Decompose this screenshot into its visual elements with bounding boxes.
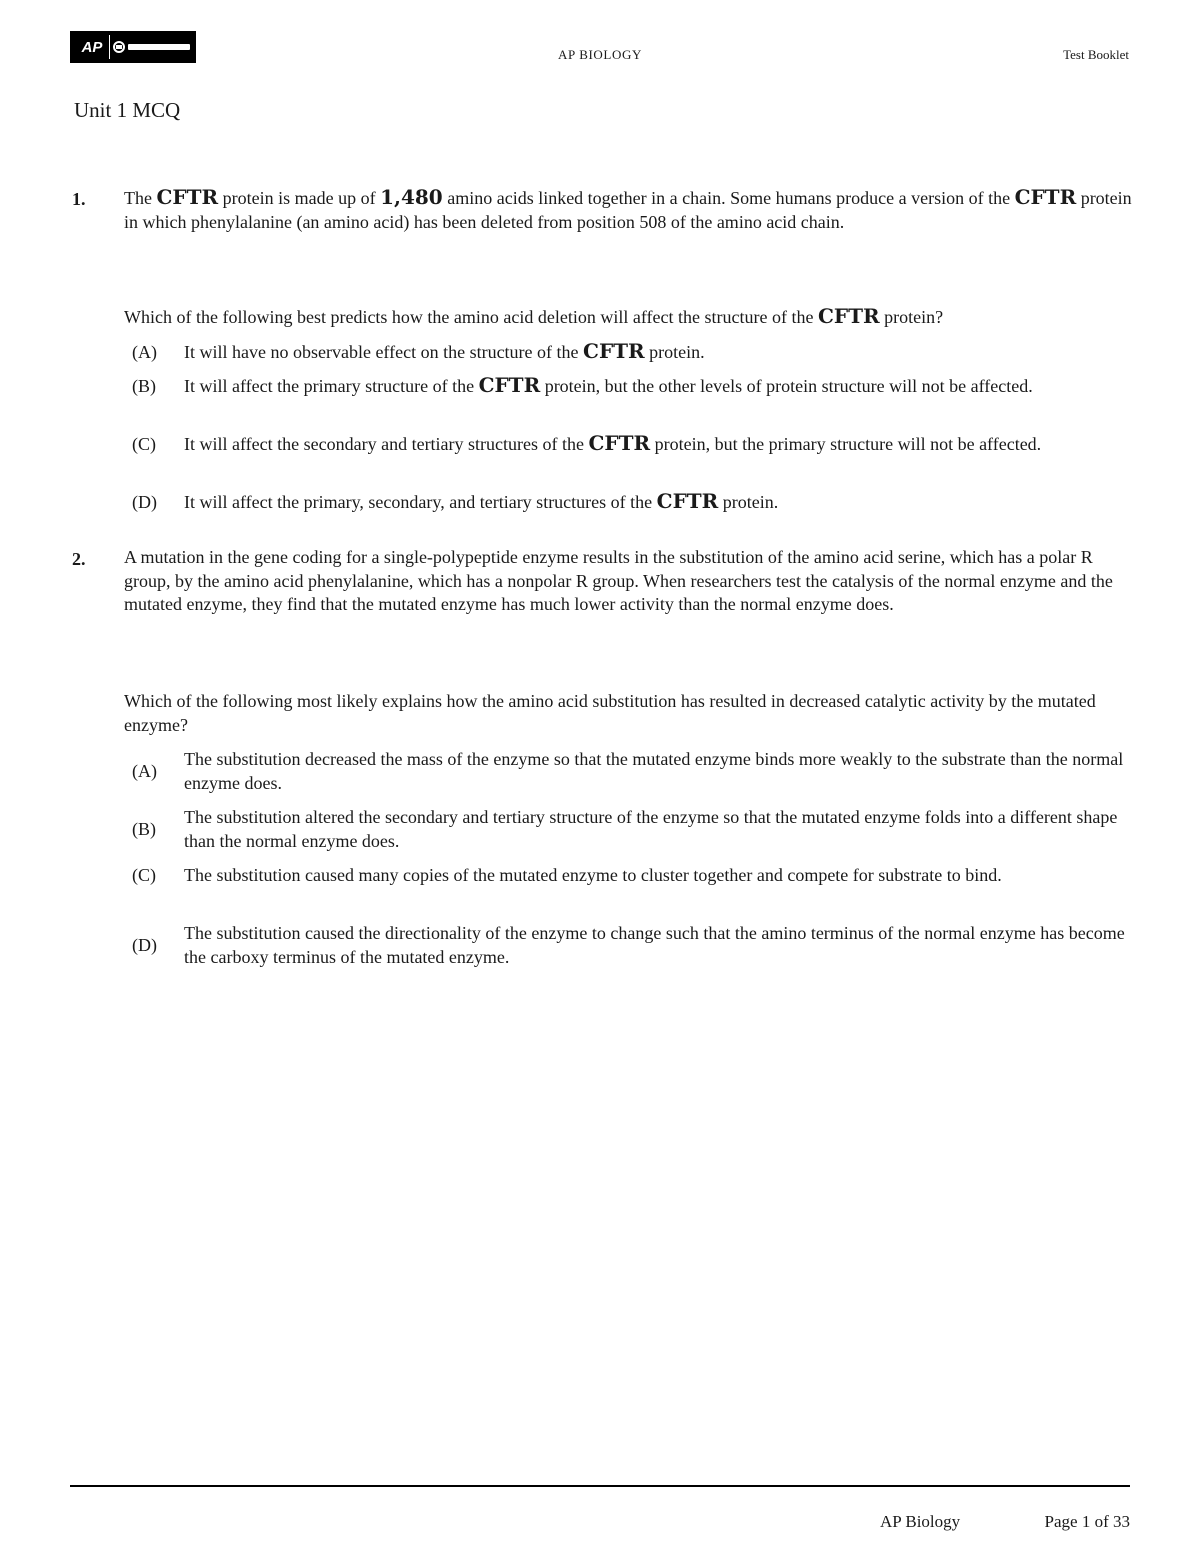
footer-subject: AP Biology [880,1512,961,1531]
stem-text: protein in which phenylalanine (an amino acid) has been deleted from position 508 of the amino acid chain. [124,188,1132,232]
option-text [184,340,1134,365]
stem-text: amino acids linked together in a chain. Some humans produce a version of the [442,188,1015,208]
title-text: Unit 1 MCQ [74,98,181,122]
option-text-part: protein, but the primary structure will not be affected. [650,434,1042,454]
ap-logo-mark: AP [75,35,110,59]
option-keyword: CFTR [583,339,645,363]
option-text: The substitution altered the secondary and tertiary structure of the enzyme so that the mutated enzyme folds into a different shape than the normal enzyme does. [184,807,1118,851]
question-1-option-a[interactable] [124,340,1134,365]
option-text-part: It will affect the primary structure of the [184,376,479,396]
stem-text: The [124,188,157,208]
option-keyword: CFTR [478,373,541,397]
option-letter: (D) [132,934,157,955]
option-letter: (C) [132,865,156,885]
option-text [184,490,1134,515]
header-booklet-label: Test Booklet [1063,47,1129,62]
option-text-part: protein. [644,342,705,362]
question-2-prompt: Which of the following most likely explains how the amino acid substitution has resulted in decreased catalytic activity by the mutated enzyme? [124,691,1096,735]
footer-page-number: Page 1 of 33 [1044,1512,1130,1531]
question-1-number: 1. [72,189,86,209]
option-text [184,432,1134,457]
question-1-stem [124,186,1134,234]
option-letter: (A) [132,341,157,362]
option-text-part: protein. [718,492,779,512]
option-keyword: CFTR [656,489,719,513]
option-letter: (A) [132,760,157,781]
question-2-number: 2. [72,549,86,569]
option-keyword: CFTR [588,431,651,455]
question-1-option-c[interactable] [124,432,1134,457]
question-1-prompt [124,305,1134,330]
option-letter: (B) [132,375,156,396]
question-2-stem: A mutation in the gene coding for a single-polypeptide enzyme results in the substitution of the amino acid serine, which has a polar R group, by the amino acid phenylalanine, which has a nonpolar R group. When researchers test the catalysis of the normal enzyme and the mutated enzyme, they find that the mutated enzyme has much lower activity than the normal enzyme does. [124,547,1113,614]
option-text [184,374,1134,399]
option-text-part: It will affect the primary, secondary, and tertiary structures of the [184,492,657,512]
stem-number: 1,480 [380,185,443,209]
stem-keyword: CFTR [156,185,219,209]
option-letter: (B) [132,818,156,839]
question-1-option-b[interactable] [124,374,1134,399]
option-letter: (C) [132,433,156,454]
question-2-option-c[interactable] [124,864,1134,888]
question-1-option-d[interactable] [124,490,1134,515]
header-subject: AP BIOLOGY [558,47,642,62]
option-letter: (D) [132,491,157,512]
question-2-option-b[interactable] [124,806,1134,853]
prompt-text: Which of the following best predicts how the amino acid deletion will affect the structure of the [124,307,818,327]
page-title [74,98,180,123]
stem-text: protein is made up of [218,188,381,208]
option-text: The substitution caused the directionality of the enzyme to change such that the amino terminus of the normal enzyme has become the carboxy terminus of the mutated enzyme. [184,923,1125,967]
option-text-part: It will have no observable effect on the structure of the [184,342,584,362]
option-text: The substitution decreased the mass of the enzyme so that the mutated enzyme binds more weakly to the substrate than the normal enzyme does. [184,749,1124,793]
question-2-option-d[interactable] [124,922,1134,969]
footer-divider [70,1485,1130,1487]
question-2-option-a[interactable] [124,748,1134,795]
option-text-part: It will affect the secondary and tertiary structures of the [184,434,589,454]
prompt-keyword: CFTR [817,304,880,328]
option-text-part: protein, but the other levels of protein structure will not be affected. [540,376,1033,396]
stem-keyword: CFTR [1014,185,1077,209]
option-text: The substitution caused many copies of the mutated enzyme to cluster together and compete for substrate to bind. [184,865,1002,885]
prompt-text: protein? [879,307,944,327]
